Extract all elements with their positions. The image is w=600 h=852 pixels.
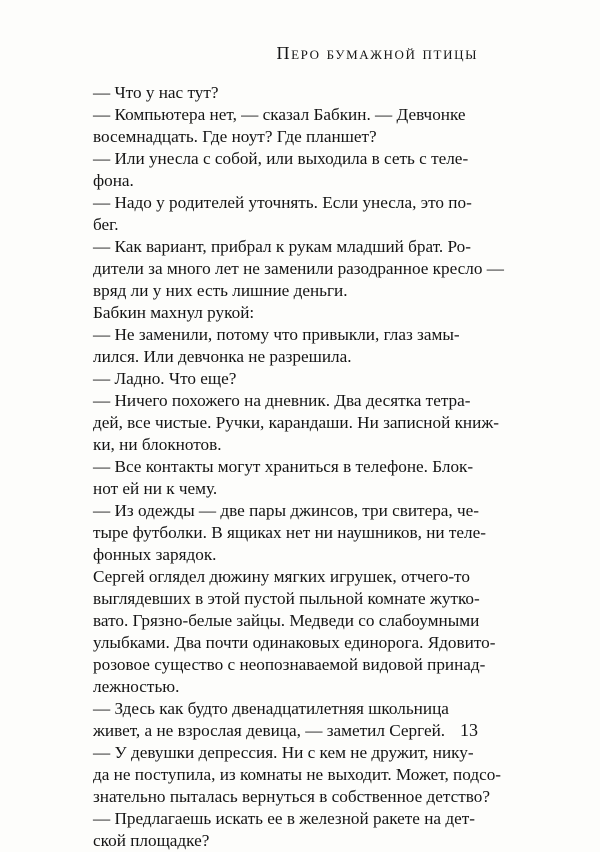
running-header: Перо бумажной птицы	[276, 43, 478, 63]
text-line: ской площадке?	[93, 831, 210, 850]
text-line: — Ладно. Что еще?	[93, 369, 237, 388]
text-line: фона.	[93, 171, 134, 190]
text-line: тыре футболки. В ящиках нет ни наушников, ни теле-	[93, 523, 486, 542]
text-line: — Что у нас тут?	[93, 83, 219, 102]
text-line: вато. Грязно-белые зайцы. Медведи со слабоумными	[93, 611, 480, 630]
text-line: нот ей ни к чему.	[93, 479, 218, 498]
text-line: — Не заменили, потому что привыкли, глаз замы-	[93, 325, 460, 344]
text-line: улыбками. Два почти одинаковых единорога. Ядовито-	[93, 633, 496, 652]
text-line: лился. Или девчонка не разрешила.	[93, 347, 352, 366]
text-line: ки, ни блокнотов.	[93, 435, 222, 454]
text-line: — Компьютера нет, — сказал Бабкин. — Девчонке	[93, 105, 466, 124]
text-line: — Надо у родителей уточнять. Если унесла, это по-	[93, 193, 472, 212]
text-line: розовое существо с неопознаваемой видовой принад-	[93, 655, 486, 674]
text-line: — Ничего похожего на дневник. Два десятка тетра-	[93, 391, 471, 410]
body-text	[93, 82, 504, 852]
text-line: бег.	[93, 215, 119, 234]
text-line: — Или унесла с собой, или выходила в сеть с теле-	[93, 149, 469, 168]
text-line: выглядевших в этой пустой пыльной комнате жутко-	[93, 589, 480, 608]
text-line: вряд ли у них есть лишние деньги.	[93, 281, 348, 300]
text-line: — Из одежды — две пары джинсов, три свитера, че-	[93, 501, 480, 520]
text-line: да не поступила, из комнаты не выходит. Может, подсо-	[93, 765, 502, 784]
text-line: восемнадцать. Где ноут? Где планшет?	[93, 127, 377, 146]
text-line: фонных зарядок.	[93, 545, 217, 564]
text-line: знательно пыталась вернуться в собственное детство?	[93, 787, 490, 806]
text-line: — Предлагаешь искать ее в железной ракете на дет-	[93, 809, 475, 828]
text-line: — У девушки депрессия. Ни с кем не дружит, нику-	[93, 743, 474, 762]
text-line: — Все контакты могут храниться в телефоне. Блок-	[93, 457, 474, 476]
text-line: — Как вариант, прибрал к рукам младший брат. Ро-	[93, 237, 471, 256]
text-line: Сергей оглядел дюжину мягких игрушек, отчего-то	[93, 567, 470, 586]
text-line: лежностью.	[93, 677, 180, 696]
page-number: 13	[460, 720, 478, 740]
text-line: дей, все чистые. Ручки, карандаши. Ни записной книж-	[93, 413, 499, 432]
text-line: дители за много лет не заменили разодранное кресло —	[93, 259, 504, 278]
text-line: живет, а не взрослая девица, — заметил Сергей.	[93, 721, 446, 740]
text-line: — Здесь как будто двенадцатилетняя школьница	[93, 699, 449, 718]
text-line: Бабкин махнул рукой:	[93, 303, 255, 322]
